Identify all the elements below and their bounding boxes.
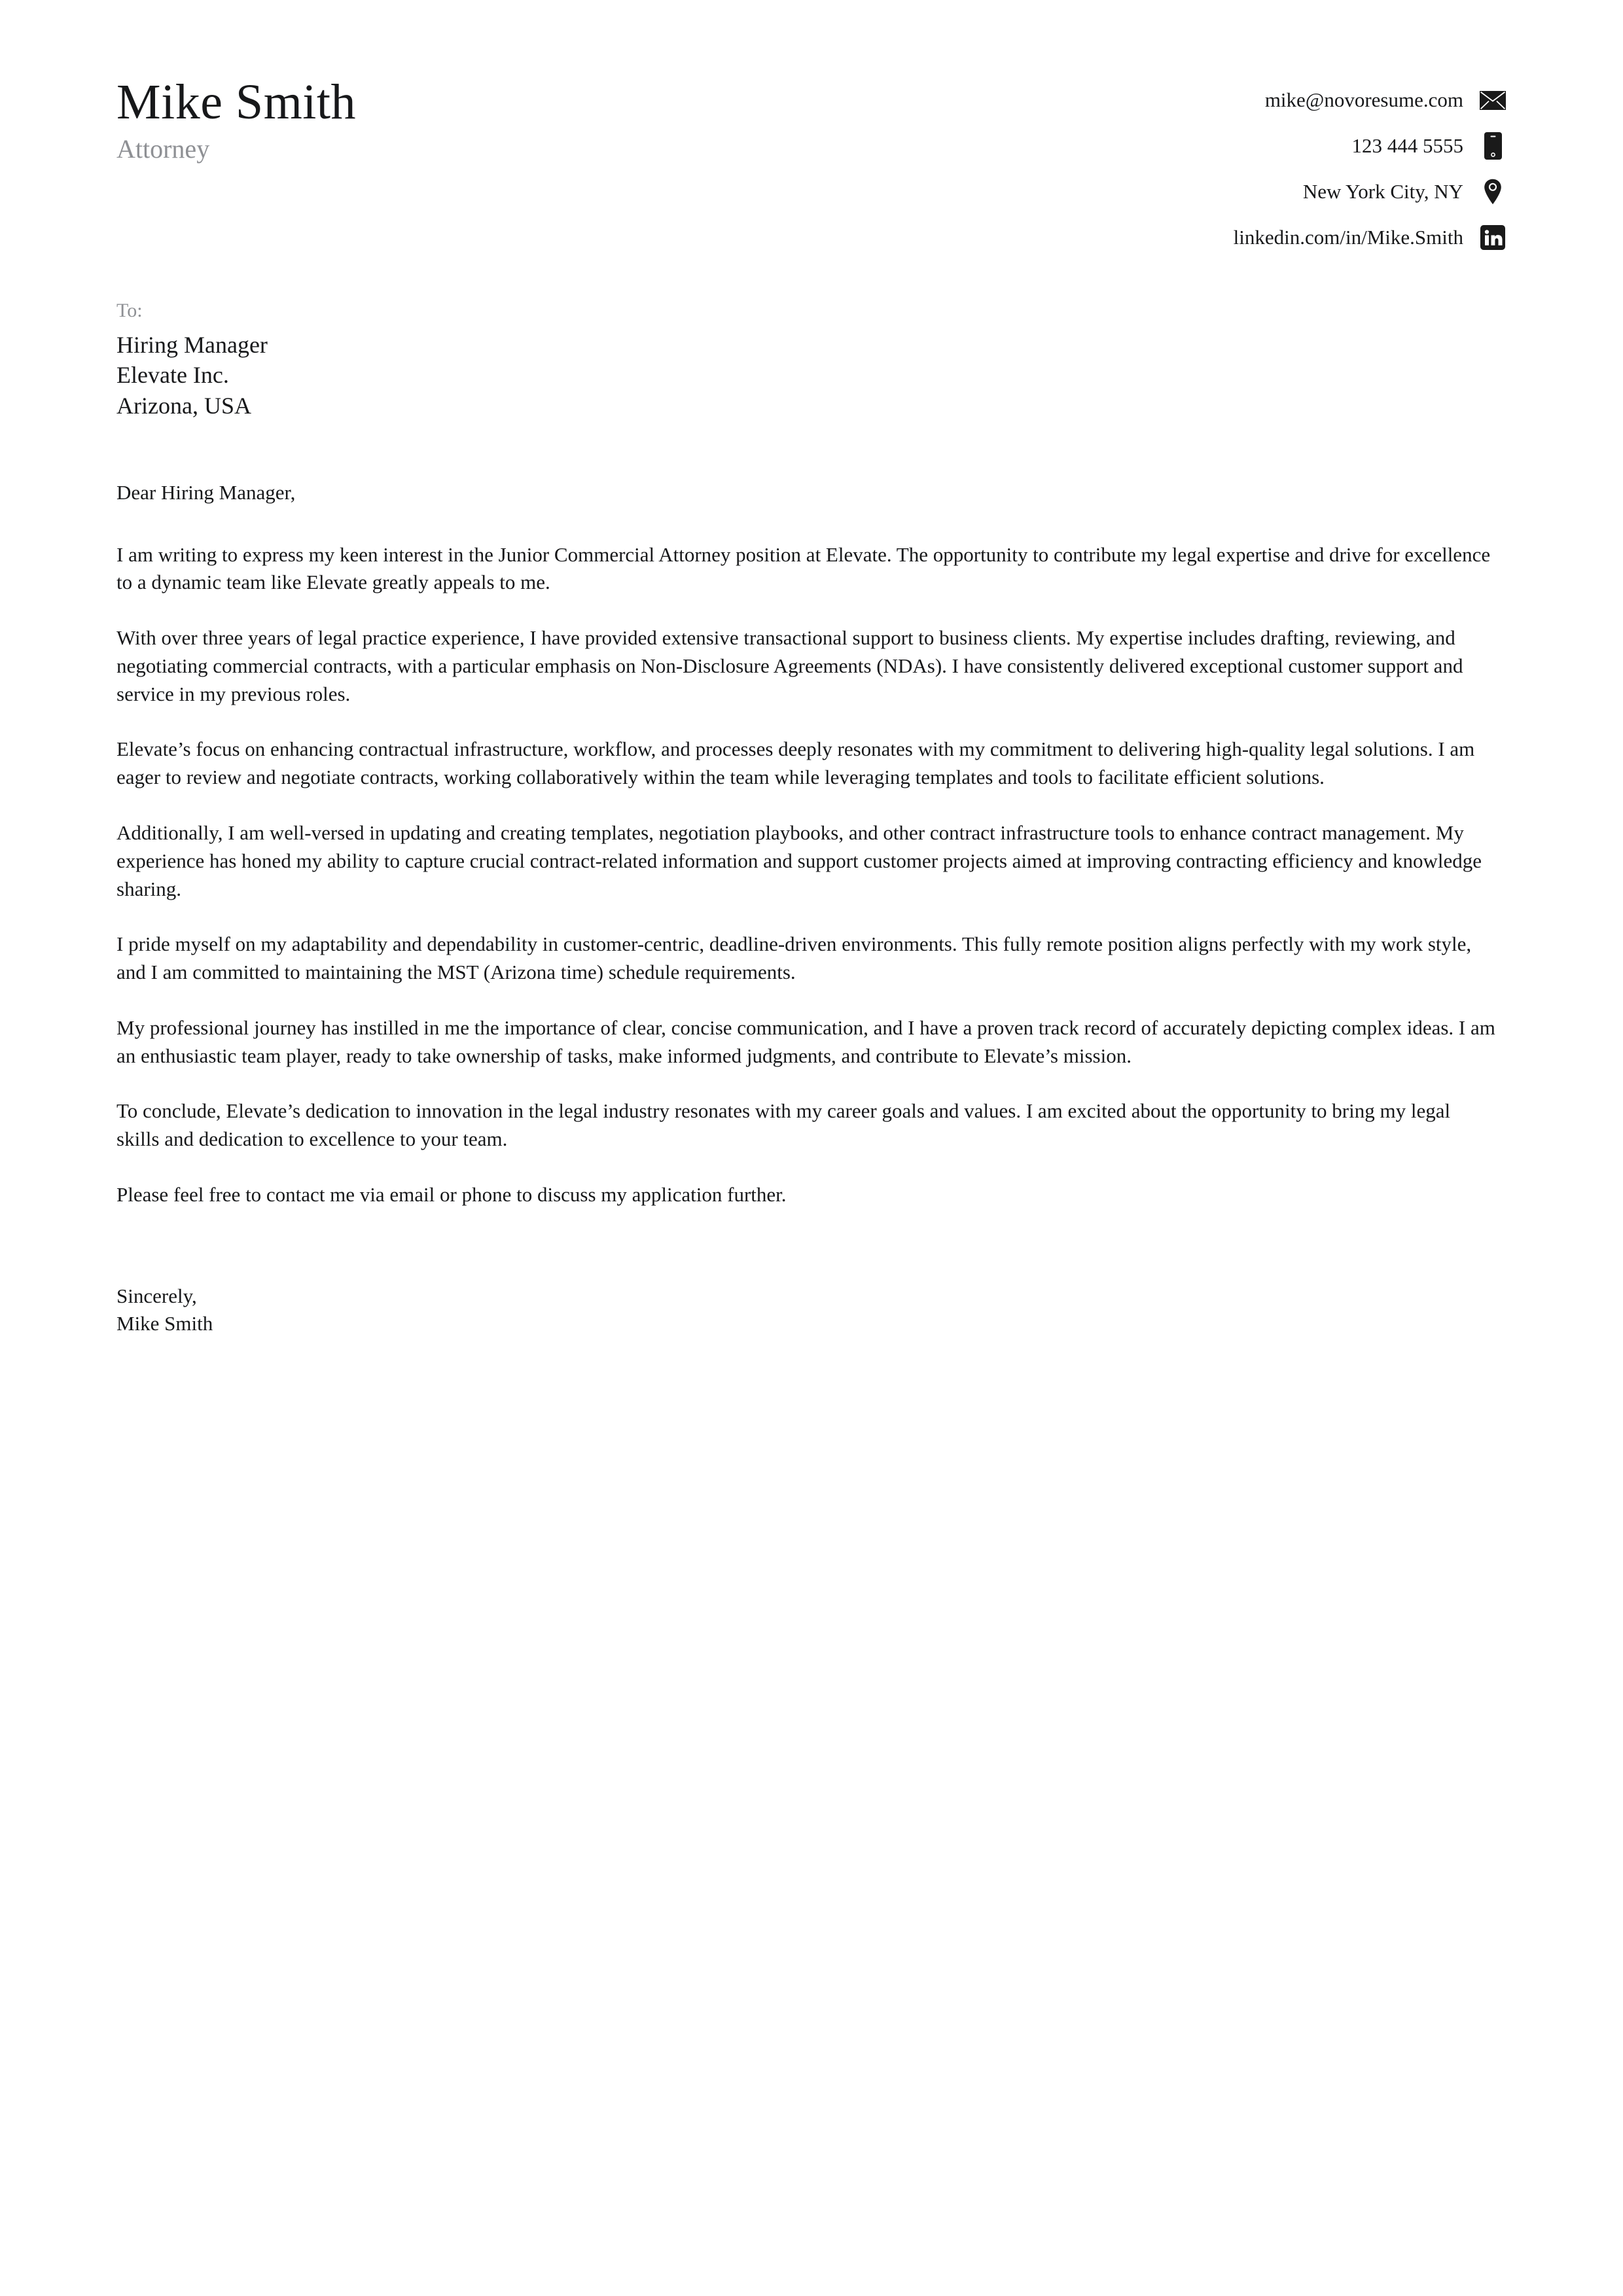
linkedin-icon [1479, 224, 1507, 251]
letter-header [116, 77, 1507, 251]
recipient-line-company: Elevate Inc. [116, 362, 229, 389]
letter-body [116, 479, 1497, 1338]
identity-block [116, 77, 356, 162]
contact-row-phone[interactable] [1352, 132, 1507, 160]
contact-info-list [1234, 86, 1507, 251]
signoff-text: Sincerely, [116, 1284, 197, 1307]
recipient-block [116, 298, 1507, 421]
contact-email-text: mike@novoresume.com [1264, 88, 1463, 112]
body-paragraph: Elevate’s focus on enhancing contractual infrastructure, workflow, and processes deeply resonates with my commitment to delivering high-quality legal solutions. I am eager to review and negotiate contracts, working collaboratively within the team while leveraging templates and tools to facilitate efficient solutions. [116, 737, 1475, 789]
body-paragraph: To conclude, Elevate’s dedication to innovation in the legal industry resonates with my career goals and values. I am excited about the opportunity to bring my legal skills and dedication to excellence to your team. [116, 1099, 1451, 1151]
salutation: Dear Hiring Manager, [116, 480, 296, 504]
contact-linkedin-text: linkedin.com/in/Mike.Smith [1233, 226, 1463, 249]
job-title: Attorney [116, 134, 210, 164]
recipient-line-name: Hiring Manager [116, 331, 268, 358]
contact-location-text: New York City, NY [1302, 180, 1463, 203]
contact-row-linkedin[interactable] [1234, 224, 1507, 251]
phone-icon [1479, 132, 1507, 160]
body-paragraph: I pride myself on my adaptability and dependability in customer-centric, deadline-driven environments. This fully remote position aligns perfectly with my work style, and I am committed to maintaining the MST (Arizona time) schedule requirements. [116, 932, 1472, 984]
contact-row-email[interactable] [1265, 86, 1507, 114]
signature-name: Mike Smith [116, 1312, 213, 1335]
contact-row-location[interactable] [1303, 178, 1507, 205]
signature-block [116, 1282, 1497, 1339]
body-paragraph: Please feel free to contact me via email or phone to discuss my application further. [116, 1182, 787, 1206]
location-pin-icon [1479, 178, 1507, 205]
body-paragraph: Additionally, I am well-versed in updating and creating templates, negotiation playbooks, and other contract infrastructure tools to enhance contract management. My experience has honed my ability to capture crucial contract-related information and support customer projects aimed at improving contracting efficiency and knowledge sharing. [116, 821, 1482, 900]
recipient-line-location: Arizona, USA [116, 393, 251, 419]
page-content [116, 77, 1507, 1338]
contact-phone-text: 123 444 5555 [1351, 134, 1463, 158]
body-paragraph: My professional journey has instilled in me the importance of clear, concise communication, and I have a proven track record of accurately depicting complex ideas. I am an enthusiastic team player, ready to take ownership of tasks, make informed judgments, and contribute to Elevate’s mission. [116, 1016, 1495, 1067]
email-icon [1479, 86, 1507, 114]
body-paragraph: I am writing to express my keen interest in the Junior Commercial Attorney position at Elevate. The opportunity to contribute my legal expertise and drive for excellence to a dynamic team like Elevate greatly appeals to me. [116, 542, 1491, 594]
body-paragraph: With over three years of legal practice experience, I have provided extensive transactional support to business clients. My expertise includes drafting, reviewing, and negotiating commercial contracts, with a particular emphasis on Non-Disclosure Agreements (NDAs). I have consistently delivered exceptional customer support and service in my previous roles. [116, 626, 1463, 705]
recipient-label: To: [116, 300, 143, 321]
page-title: Mike Smith [116, 75, 357, 130]
